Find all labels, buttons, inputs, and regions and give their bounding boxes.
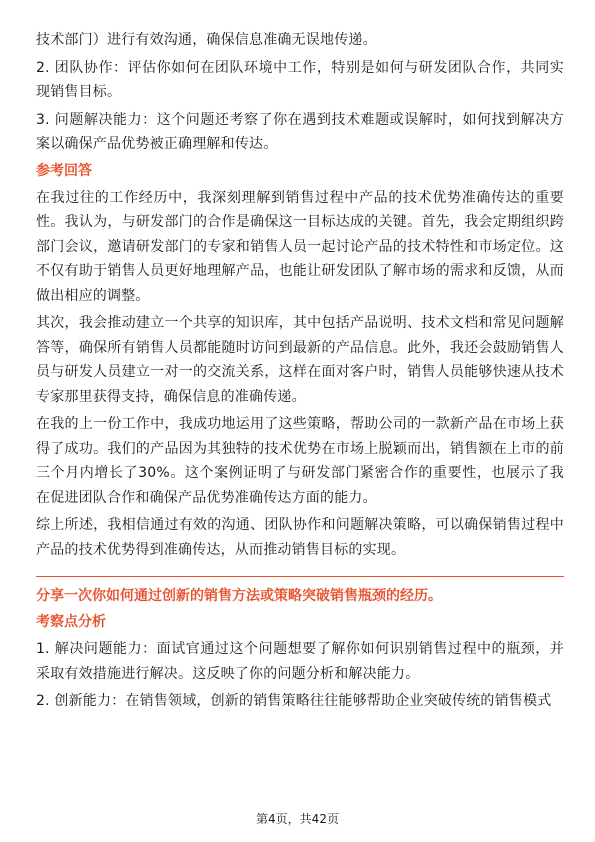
reference-answer-heading: 参考回答 <box>36 162 92 179</box>
document-page <box>36 28 564 717</box>
analysis-paragraph-2: 2. 创新能力：在销售领域，创新的销售策略往往能够帮助企业突破传统的销售模式 <box>36 693 552 709</box>
analysis-heading: 考察点分析 <box>36 614 106 630</box>
interview-question: 分享一次你如何通过创新的销售方法或策略突破销售瓶颈的经历。 <box>36 588 442 604</box>
answer-paragraph-3: 在我的上一份工作中，我成功地运用了这些策略，帮助公司的一款新产品在市场上获得了成功。我们的产品因为其独特的技术优势在市场上脱颖而出，销售额在上市的前三个月内增长了30%。这个案例证明了与研发部门紧密合作的重要性，也展示了我在促进团队合作和确保产品优势准确传达方面的能力。 <box>36 416 564 506</box>
paragraph-problem-solving: 3. 问题解决能力：这个问题还考察了你在遇到技术难题或误解时，如何找到解决方案以确保产品优势被正确理解和传达。 <box>36 111 564 152</box>
answer-paragraph-4: 综上所述，我相信通过有效的沟通、团队协作和问题解决策略，可以确保销售过程中产品的技术优势得到准确传达，从而推动销售目标的实现。 <box>36 517 564 558</box>
answer-paragraph-1: 在我过往的工作经历中，我深刻理解到销售过程中产品的技术优势准确传达的重要性。我认为，与研发部门的合作是确保这一目标达成的关键。首先，我会定期组织跨部门会议，邀请研发部门的专家和销售人员一起讨论产品的技术特性和市场定位。这不仅有助于销售人员更好地理解产品，也能让研发团队了解市场的需求和反馈，从而做出相应的调整。 <box>36 189 564 304</box>
section-divider <box>36 576 564 577</box>
paragraph-communication-tail: 技术部门）进行有效沟通，确保信息准确无误地传递。 <box>36 32 377 48</box>
answer-paragraph-2: 其次，我会推动建立一个共享的知识库，其中包括产品说明、技术文档和常见问题解答等，确保所有销售人员都能随时访问到最新的产品信息。此外，我还会鼓励销售人员与研发人员建立一对一的交流关系，这样在面对客户时，销售人员能够快速从技术专家那里获得支持，确保信息的准确传递。 <box>36 315 564 405</box>
page-number: 第4页，共42页 <box>256 812 339 826</box>
analysis-paragraph-1: 1. 解决问题能力：面试官通过这个问题想要了解你如何识别销售过程中的瓶颈，并采取有效措施进行解决。这反映了你的问题分析和解决能力。 <box>36 641 564 682</box>
paragraph-teamwork: 2. 团队协作：评估你如何在团队环境中工作，特别是如何与研发团队合作，共同实现销售目标。 <box>36 59 564 100</box>
